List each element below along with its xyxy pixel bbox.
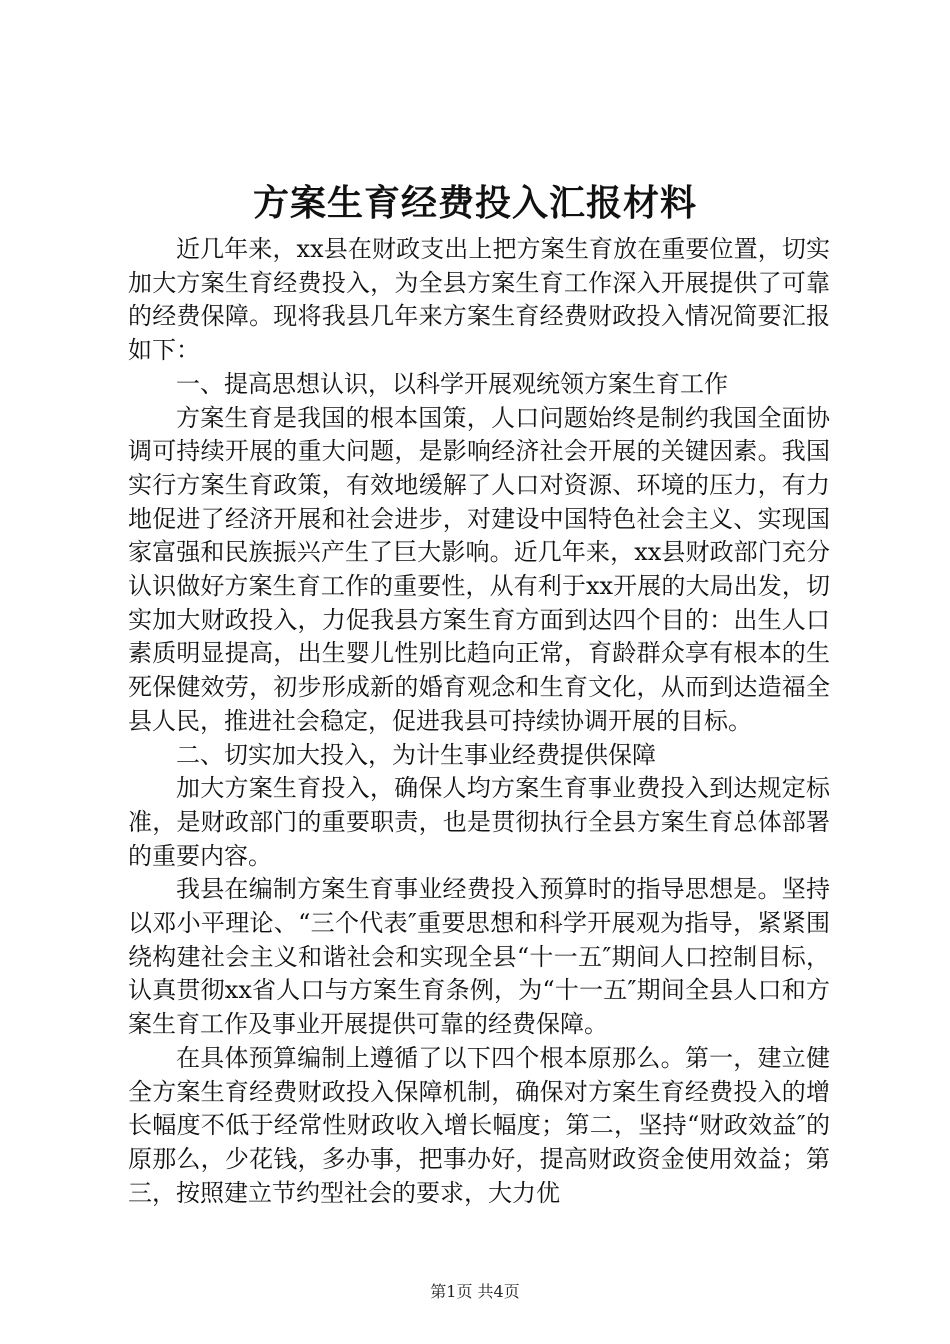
paragraph-policy: 方案生育是我国的根本国策，人口问题始终是制约我国全面协调可持续开展的重大问题，是影响经济社会开展的关键因素。我国实行方案生育政策，有效地缓解了人口对资源、环境的压力，有力地促进了经济开展和社会进步，对建设中国特色社会主义、实现国家富强和民族振兴产生了巨大影响。近几年来，xx县财政部门充分认识做好方案生育工作的重要性，从有利于xx开展的大局出发，切实加大财政投入，力促我县方案生育方面到达四个目的：出生人口素质明显提高，出生婴儿性别比趋向正常，育龄群众享有根本的生死保健效劳，初步形成新的婚育观念和生育文化，从而到达造福全县人民，推进社会稳定，促进我县可持续协调开展的目标。 [128,403,830,735]
paragraph-intro: 近几年来，xx县在财政支出上把方案生育放在重要位置，切实加大方案生育经费投入，为全县方案生育工作深入开展提供了可靠的经费保障。现将我县几年来方案生育经费财政投入情况简要汇报如下： [128,235,830,365]
document-title: 方案生育经费投入汇报材料 [252,182,697,224]
section-heading-2: 二、切实加大投入，为计生事业经费提供保障 [176,740,656,769]
paragraph-investment: 加大方案生育投入，确保人均方案生育事业费投入到达规定标准，是财政部门的重要职责，也是贯彻执行全县方案生育总体部署的重要内容。 [128,774,830,870]
page-footer: 第1页 共4页 [430,1282,520,1301]
section-heading-1: 一、提高思想认识，以科学开展观统领方案生育工作 [176,369,728,398]
paragraph-guiding-thought: 我县在编制方案生育事业经费投入预算时的指导思想是。坚持以邓小平理论、“三个代表″重要思想和科学开展观为指导，紧紧围绕构建社会主义和谐社会和实现全县“十一五″期间人口控制目标，认真贯彻xx省人口与方案生育条例，为“十一五″期间全县人口和方案生育工作及事业开展提供可靠的经费保障。 [128,875,830,1039]
document-body [128,233,830,1210]
paragraph-principles: 在具体预算编制上遵循了以下四个根本原那么。第一，建立健全方案生育经费财政投入保障机制，确保对方案生育经费投入的增长幅度不低于经常性财政收入增长幅度；第二，坚持“财政效益″的原那么，少花钱，多办事，把事办好，提高财政资金使用效益；第三，按照建立节约型社会的要求，大力优 [128,1043,830,1207]
